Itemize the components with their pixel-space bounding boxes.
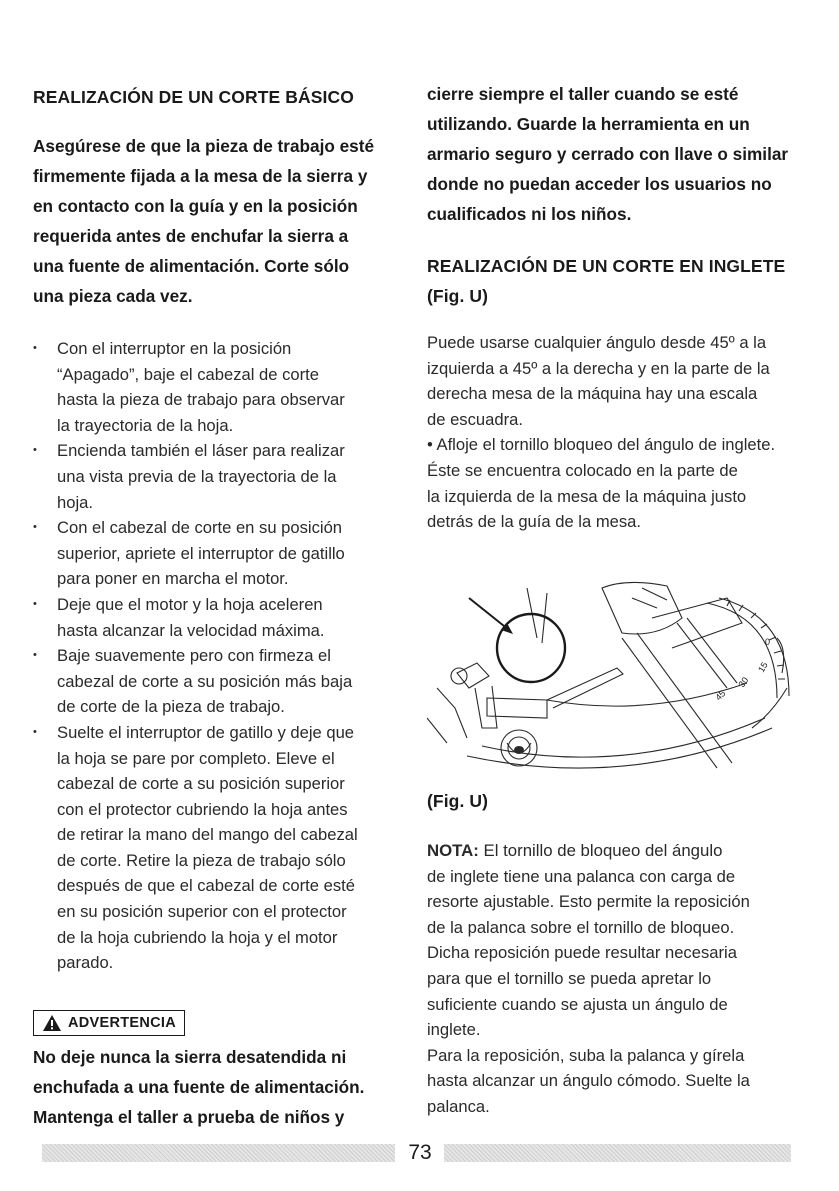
paragraph-line: • Afloje el tornillo bloqueo del ángulo de inglete. bbox=[427, 435, 776, 455]
note-line: hasta alcanzar un ángulo cómodo. Suelte la bbox=[427, 1071, 750, 1091]
list-item-line: • Con el cabezal de corte en su posición bbox=[57, 518, 343, 538]
note-first-line bbox=[427, 838, 812, 864]
intro-line: en contacto con la guía y en la posición bbox=[33, 196, 358, 216]
list-item-line: después de que el cabezal de corte esté bbox=[57, 876, 355, 896]
list-item-line: hoja. bbox=[57, 492, 93, 512]
list-item-line: la hoja se pare por completo. Eleve el bbox=[57, 748, 335, 768]
list-item-line: • Encienda también el láser para realizar bbox=[57, 441, 345, 461]
warning-text bbox=[33, 1042, 411, 1132]
intro-line: Asegúrese de que la pieza de trabajo esté bbox=[33, 136, 375, 156]
warning-line: utilizando. Guarde la herramienta en un bbox=[427, 114, 750, 134]
page-footer bbox=[0, 1141, 839, 1169]
list-item-line: • Con el interruptor en la posición bbox=[57, 339, 292, 358]
paragraph-line: la izquierda de la mesa de la máquina justo bbox=[427, 486, 747, 506]
list-item-line: una vista previa de la trayectoria de la bbox=[57, 466, 337, 486]
warning-continued bbox=[427, 79, 807, 229]
note-paragraph bbox=[427, 838, 812, 1120]
intro-line: requerida antes de enchufar la sierra a bbox=[33, 226, 349, 246]
scale-label: 45 bbox=[713, 688, 728, 703]
note-line: resorte ajustable. Esto permite la reposición bbox=[427, 892, 750, 912]
note-line: de la palanca sobre el tornillo de bloqueo. bbox=[427, 917, 735, 937]
list-item-line: de corte de la pieza de trabajo. bbox=[57, 697, 285, 717]
list-item-line: “Apagado”, baje el cabezal de corte bbox=[57, 364, 319, 384]
section-heading-basic-cut: REALIZACIÓN DE UN CORTE BÁSICO bbox=[33, 87, 354, 107]
paragraph-line: Éste se encuentra colocado en la parte de bbox=[427, 460, 738, 480]
warning-line: armario seguro y cerrado con llave o similar bbox=[427, 144, 789, 164]
miter-paragraph bbox=[427, 330, 807, 535]
warning-triangle-icon bbox=[42, 1014, 62, 1032]
scale-label: 0 bbox=[765, 637, 771, 647]
left-column bbox=[33, 82, 411, 1132]
footer-bar-left bbox=[42, 1144, 395, 1162]
list-item-line: • Baje suavemente pero con firmeza el bbox=[57, 646, 331, 666]
heading-line: REALIZACIÓN DE UN CORTE EN INGLETE bbox=[427, 256, 786, 276]
list-item-line: • Deje que el motor y la hoja aceleren bbox=[57, 594, 323, 614]
list-item bbox=[33, 720, 411, 976]
intro-line: una fuente de alimentación. Corte sólo bbox=[33, 256, 350, 276]
figure-u-illustration bbox=[427, 578, 799, 778]
list-item-line: en su posición superior con el protector bbox=[57, 902, 347, 922]
scale-label: 15 bbox=[756, 660, 770, 674]
warning-line: No deje nunca la sierra desatendida ni bbox=[33, 1046, 347, 1067]
list-item bbox=[33, 515, 411, 592]
page-number: 73 bbox=[408, 1141, 432, 1164]
note-line: para que el tornillo se pueda apretar lo bbox=[427, 968, 712, 988]
list-item-line: de la hoja cubriendo la hoja y el motor bbox=[57, 927, 338, 947]
list-item bbox=[33, 438, 411, 515]
list-item-line: hasta la pieza de trabajo para observar bbox=[57, 390, 345, 410]
footer-bar-right bbox=[444, 1144, 791, 1162]
warning-line: Mantenga el taller a prueba de niños y bbox=[33, 1106, 345, 1127]
paragraph-line: de escuadra. bbox=[427, 409, 523, 429]
list-item-line: hasta alcanzar la velocidad máxima. bbox=[57, 620, 325, 640]
list-item-line: cabezal de corte a su posición más baja bbox=[57, 671, 353, 691]
procedure-list bbox=[33, 336, 411, 976]
warning-line: cierre siempre el taller cuando se esté bbox=[427, 84, 739, 104]
right-lower-block bbox=[427, 786, 812, 1120]
paragraph-line: derecha mesa de la máquina hay una escala bbox=[427, 384, 758, 404]
note-line: inglete. bbox=[427, 1020, 481, 1040]
list-item-line: parado. bbox=[57, 953, 114, 973]
list-item-line: • Suelte el interruptor de gatillo y deje que bbox=[57, 722, 355, 742]
paragraph-line: detrás de la guía de la mesa. bbox=[427, 512, 642, 532]
list-item-line: para poner en marcha el motor. bbox=[57, 569, 289, 589]
note-line: suficiente cuando se ajusta un ángulo de bbox=[427, 994, 728, 1014]
list-item bbox=[33, 592, 411, 643]
intro-line: firmemente fijada a la mesa de la sierra y bbox=[33, 166, 368, 186]
warning-line: enchufada a una fuente de alimentación. bbox=[33, 1076, 365, 1097]
list-item-line: con el protector cubriendo la hoja antes bbox=[57, 799, 348, 819]
intro-warning-text bbox=[33, 131, 411, 311]
warning-section bbox=[33, 1010, 411, 1132]
heading-line: (Fig. U) bbox=[427, 286, 489, 306]
note-line: de inglete tiene una palanca con carga de bbox=[427, 866, 736, 886]
note-line: Para la reposición, suba la palanca y gírela bbox=[427, 1045, 745, 1065]
figure-caption: (Fig. U) bbox=[427, 791, 489, 811]
list-item-line: de corte. Retire la pieza de trabajo sólo bbox=[57, 850, 346, 870]
list-item-line: cabezal de corte a su posición superior bbox=[57, 774, 345, 794]
note-label: NOTA: bbox=[427, 841, 479, 860]
warning-label: ADVERTENCIA bbox=[68, 1014, 177, 1031]
list-item bbox=[33, 643, 411, 720]
miter-saw-drawing bbox=[427, 578, 799, 778]
note-line: Dicha reposición puede resultar necesaria bbox=[427, 943, 737, 963]
list-item-line: de retirar la mano del mango del cabezal bbox=[57, 825, 358, 845]
list-item-line: superior, apriete el interruptor de gatillo bbox=[57, 543, 345, 563]
paragraph-line: Puede usarse cualquier ángulo desde 45º a la bbox=[427, 333, 767, 352]
warning-line: cualificados ni los niños. bbox=[427, 204, 632, 224]
note-first-text: El tornillo de bloqueo del ángulo bbox=[478, 841, 723, 860]
note-line: palanca. bbox=[427, 1096, 490, 1116]
list-item bbox=[33, 336, 411, 438]
right-column bbox=[427, 82, 807, 535]
paragraph-line: izquierda a 45º a la derecha y en la parte de la bbox=[427, 358, 770, 378]
scale-label: 30 bbox=[736, 675, 751, 690]
warning-badge bbox=[33, 1010, 185, 1036]
list-item-line: la trayectoria de la hoja. bbox=[57, 415, 234, 435]
intro-line: una pieza cada vez. bbox=[33, 286, 193, 306]
warning-line: donde no puedan acceder los usuarios no bbox=[427, 174, 772, 194]
section-heading-miter-cut bbox=[427, 251, 807, 311]
